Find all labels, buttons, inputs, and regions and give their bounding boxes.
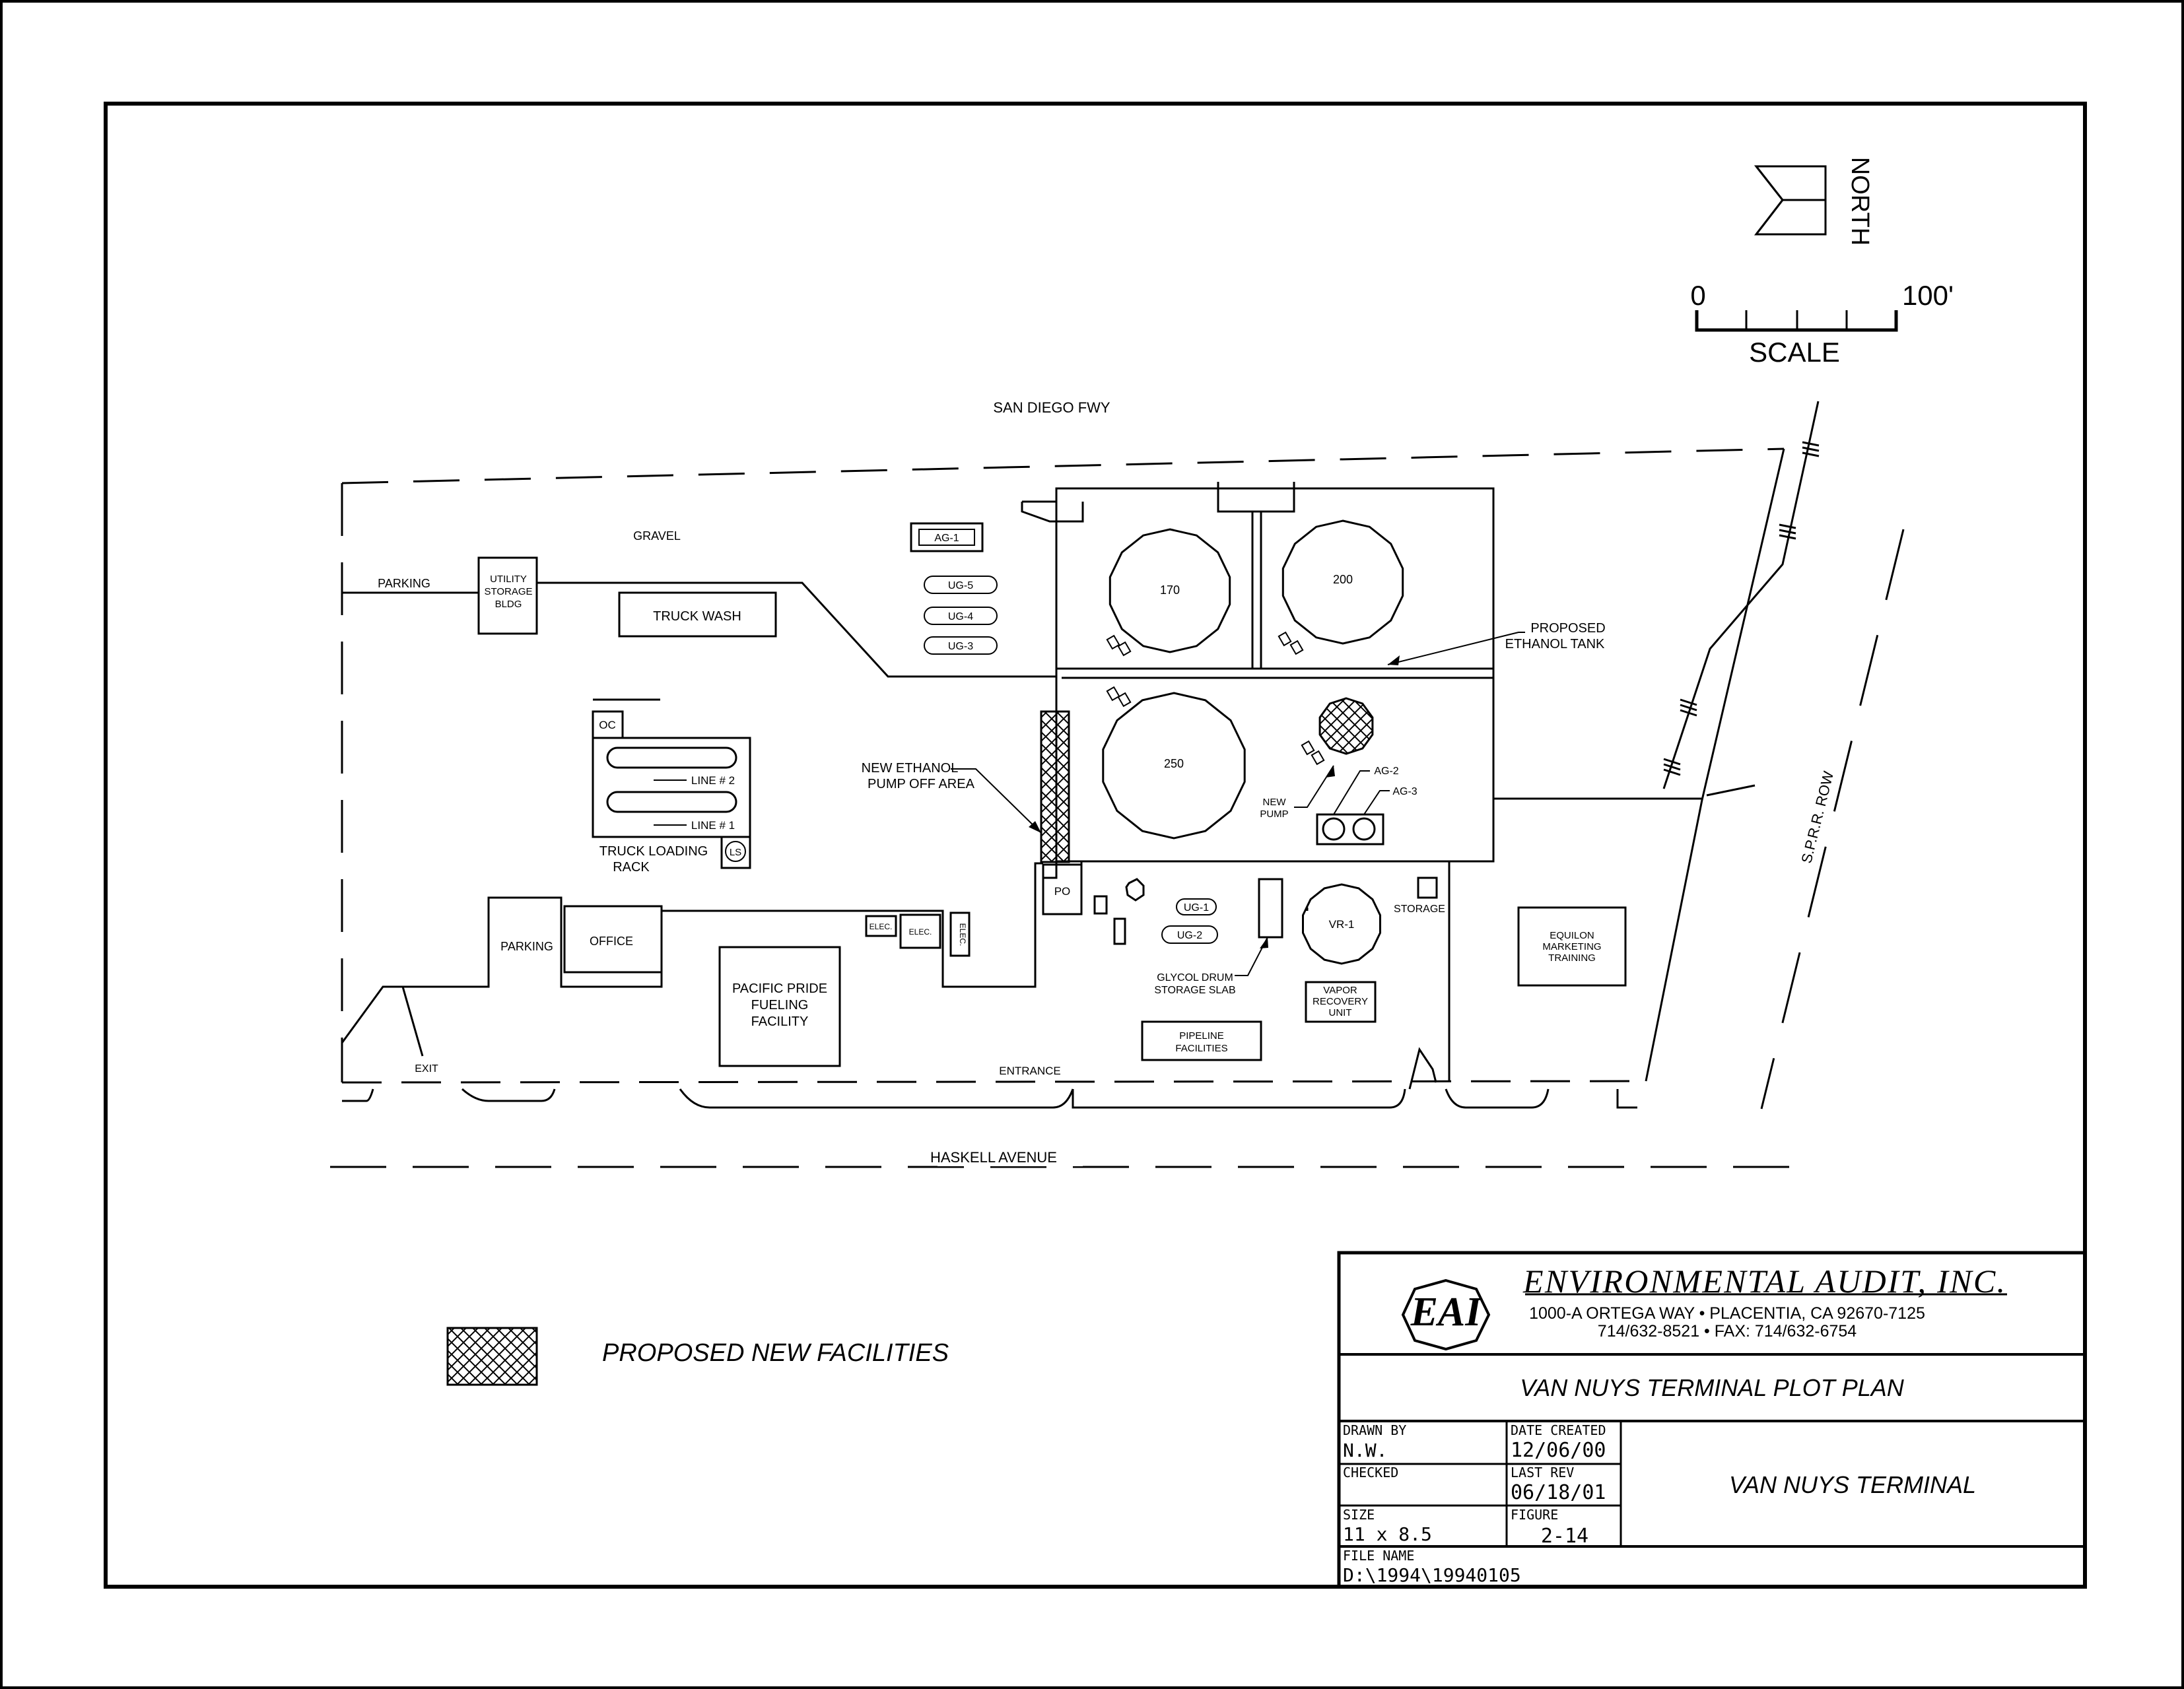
svg-text:ELEC.: ELEC.: [869, 922, 893, 931]
svg-text:TRUCK LOADING: TRUCK LOADING: [599, 844, 708, 859]
svg-text:AG-1: AG-1: [934, 533, 959, 544]
svg-text:EQUILON: EQUILON: [1550, 930, 1594, 941]
office-building: [564, 906, 662, 972]
last-rev-value: 06/18/01: [1511, 1481, 1606, 1504]
company-phone: 714/632-8521 • FAX: 714/632-6754: [1597, 1322, 1857, 1341]
equilon-marketing-training: [1519, 908, 1625, 985]
svg-text:FACILITY: FACILITY: [751, 1014, 809, 1029]
svg-text:NEW: NEW: [1262, 797, 1286, 808]
fence-line: [1664, 401, 1819, 789]
svg-text:PACIFIC PRIDE: PACIFIC PRIDE: [732, 981, 828, 996]
parking-south: [500, 940, 553, 953]
freeway-label: SAN DIEGO FWY: [993, 399, 1110, 416]
legend-label: PROPOSED NEW FACILITIES: [602, 1339, 949, 1367]
figure-label: FIGURE: [1511, 1507, 1559, 1523]
svg-text:170: 170: [1159, 583, 1180, 597]
svg-text:VR-1: VR-1: [1328, 918, 1355, 931]
utility-storage-bldg: [479, 558, 537, 634]
elec-panels: [866, 913, 969, 956]
pipeline-facilities: [1142, 1022, 1261, 1060]
proposed-ethanol-tank: [1320, 698, 1373, 754]
svg-text:UG-2: UG-2: [1177, 930, 1203, 941]
ug-5-tank: [924, 576, 997, 593]
project-name: VAN NUYS TERMINAL: [1728, 1471, 1977, 1498]
scale-max: 100': [1901, 280, 1954, 311]
legend: [448, 1328, 949, 1385]
svg-text:ELEC.: ELEC.: [908, 927, 932, 937]
company-address: 1000-A ORTEGA WAY • PLACENTIA, CA 92670-7125: [1529, 1304, 1925, 1323]
svg-text:RACK: RACK: [613, 860, 650, 875]
railroad-label: S.P.R.R. ROW: [1798, 769, 1837, 865]
eai-logo-text: EAI: [1410, 1290, 1482, 1335]
date-created-label: DATE CREATED: [1511, 1422, 1606, 1438]
last-rev-label: LAST REV: [1511, 1465, 1575, 1480]
scale-zero: 0: [1690, 280, 1706, 311]
truck-wash: [619, 593, 776, 636]
ls-label: LS: [729, 847, 742, 858]
drawn-by-value: N.W.: [1343, 1440, 1388, 1461]
new-ethanol-pump-off-label: NEW ETHANOL: [861, 761, 959, 776]
svg-text:UG-1: UG-1: [1183, 902, 1210, 913]
ug-2-tank: [1162, 926, 1217, 943]
tank-farm: [1022, 482, 1702, 1081]
svg-text:UNIT: UNIT: [1328, 1007, 1352, 1018]
svg-text:PIPELINE: PIPELINE: [1179, 1030, 1224, 1042]
svg-text:RECOVERY: RECOVERY: [1313, 996, 1368, 1007]
file-name-label: FILE NAME: [1343, 1548, 1415, 1564]
railroad-row: [1707, 529, 1903, 1109]
ug-4-tank: [924, 607, 997, 624]
proposed-ethanol-tank-label: PROPOSED: [1530, 621, 1606, 636]
figure-value: 2-14: [1540, 1525, 1589, 1548]
svg-text:PUMP OFF AREA: PUMP OFF AREA: [868, 777, 974, 791]
vapor-recovery-unit: [1306, 982, 1375, 1022]
yard-equipment: [1095, 878, 1437, 944]
new-pump: [1260, 766, 1335, 820]
entrance-label: ENTRANCE: [999, 1065, 1061, 1077]
svg-text:250: 250: [1163, 757, 1184, 770]
svg-text:STORAGE: STORAGE: [484, 586, 533, 597]
drawing-frame: [106, 104, 2085, 1587]
svg-text:AG-3: AG-3: [1392, 786, 1417, 797]
tank-200: [1283, 521, 1402, 644]
legend-hatch-swatch: [448, 1328, 537, 1385]
exit-gate: [383, 987, 438, 1075]
tank-170: [1110, 529, 1229, 652]
date-created-value: 12/06/00: [1511, 1439, 1606, 1462]
north-label: NORTH: [1846, 156, 1874, 246]
vr-1-tank: [1303, 884, 1381, 964]
tank-valves: [1107, 632, 1324, 764]
svg-text:200: 200: [1332, 573, 1353, 586]
svg-text:STORAGE SLAB: STORAGE SLAB: [1154, 985, 1236, 996]
svg-text:ELEC.: ELEC.: [958, 923, 967, 946]
scale-label: SCALE: [1749, 337, 1840, 368]
svg-text:PO: PO: [1054, 885, 1071, 898]
svg-text:TRAINING: TRAINING: [1548, 952, 1596, 964]
curb-line: [342, 1049, 1637, 1108]
svg-text:FUELING: FUELING: [751, 998, 809, 1012]
storage-label: STORAGE: [1394, 904, 1445, 915]
oc-label: OC: [599, 719, 616, 731]
po-building: [1043, 865, 1081, 914]
svg-text:MARKETING: MARKETING: [1542, 941, 1602, 952]
svg-text:FACILITIES: FACILITIES: [1175, 1043, 1228, 1054]
svg-text:UG-5: UG-5: [947, 580, 974, 591]
haskell-avenue-label: HASKELL AVENUE: [930, 1149, 1057, 1166]
line2-label: LINE # 2: [691, 774, 735, 787]
pacific-pride-facility: [720, 947, 840, 1066]
svg-text:BLDG: BLDG: [495, 599, 522, 610]
truck-loading-rack: [593, 700, 750, 875]
svg-text:EXIT: EXIT: [415, 1063, 438, 1075]
gravel-label: GRAVEL: [633, 529, 681, 543]
glycol-drum-storage-slab: [1154, 937, 1268, 996]
svg-text:UTILITY: UTILITY: [490, 574, 527, 585]
svg-text:AG-2: AG-2: [1374, 766, 1399, 777]
tank-250: [1103, 693, 1245, 838]
drawn-by-label: DRAWN BY: [1343, 1422, 1407, 1438]
ag-2-ag-3-tanks: [1317, 766, 1417, 844]
new-ethanol-pump-off-area: [1041, 712, 1069, 862]
company-name: ENVIRONMENTAL AUDIT, INC.: [1523, 1263, 2005, 1300]
size-label: SIZE: [1343, 1507, 1375, 1523]
svg-text:VAPOR: VAPOR: [1323, 985, 1357, 996]
ug-1-tank: [1177, 899, 1216, 915]
size-value: 11 x 8.5: [1343, 1523, 1432, 1545]
svg-text:PARKING: PARKING: [500, 940, 553, 953]
svg-text:UG-3: UG-3: [947, 641, 974, 652]
svg-text:GLYCOL DRUM: GLYCOL DRUM: [1157, 972, 1233, 983]
svg-text:PUMP: PUMP: [1260, 809, 1289, 820]
north-arrow-icon: [1756, 166, 1826, 234]
svg-text:OFFICE: OFFICE: [590, 935, 633, 948]
file-name-value: D:\1994\19940105: [1343, 1564, 1521, 1586]
page-border: [1, 1, 2183, 1688]
scale-bar: [1697, 310, 1896, 330]
svg-text:ETHANOL TANK: ETHANOL TANK: [1505, 637, 1605, 651]
checked-label: CHECKED: [1343, 1465, 1399, 1480]
svg-text:UG-4: UG-4: [947, 611, 974, 622]
parking-west-label: PARKING: [378, 577, 430, 590]
line1-label: LINE # 1: [691, 819, 735, 832]
svg-text:TRUCK WASH: TRUCK WASH: [653, 609, 741, 624]
ag-1-tank: [911, 523, 982, 551]
plan-title: VAN NUYS TERMINAL PLOT PLAN: [1520, 1374, 1904, 1401]
ug-3-tank: [924, 637, 997, 654]
